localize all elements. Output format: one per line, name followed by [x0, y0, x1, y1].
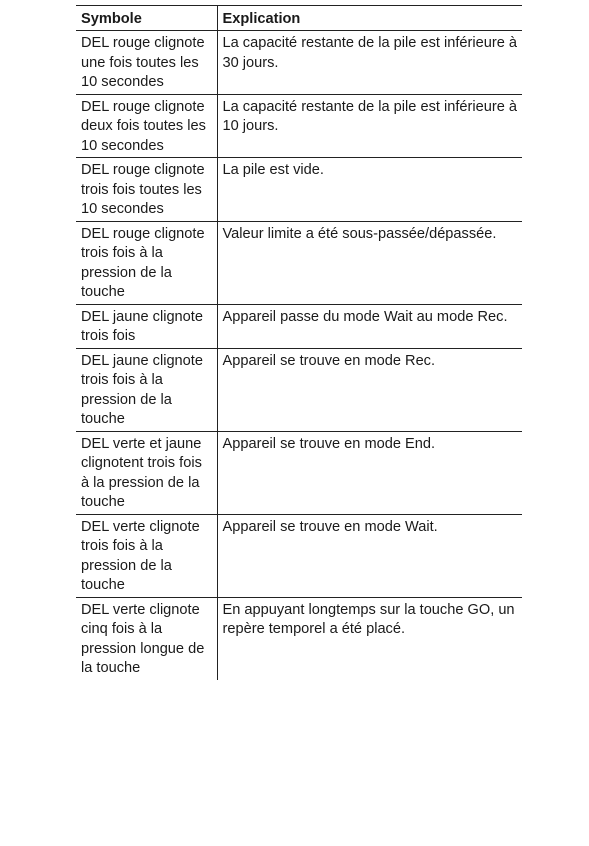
table-row [76, 158, 522, 222]
table-row [76, 431, 522, 514]
table-row [76, 304, 522, 348]
explication-cell: Appareil se trouve en mode End. [217, 431, 522, 514]
symbole-cell: DEL rouge clignote deux fois toutes les 10 secondes [76, 94, 217, 158]
symbole-cell: DEL verte et jaune clignotent trois fois à la pression de la touche [76, 431, 217, 514]
explication-cell: La pile est vide. [217, 158, 522, 222]
explication-cell: Appareil passe du mode Wait au mode Rec. [217, 304, 522, 348]
explication-cell: Appareil se trouve en mode Rec. [217, 348, 522, 431]
header-explication: Explication [217, 6, 522, 31]
symbole-cell: DEL rouge clignote trois fois à la pression de la touche [76, 221, 217, 304]
table-row [76, 348, 522, 431]
explication-cell: La capacité restante de la pile est inférieure à 10 jours. [217, 94, 522, 158]
header-symbole: Symbole [76, 6, 217, 31]
explication-cell: La capacité restante de la pile est inférieure à 30 jours. [217, 31, 522, 95]
table-row [76, 514, 522, 597]
symbole-cell: DEL jaune clignote trois fois [76, 304, 217, 348]
table-row [76, 221, 522, 304]
symbole-cell: DEL verte clignote cinq fois à la pression longue de la touche [81, 601, 205, 676]
table-row [76, 597, 522, 680]
symbole-cell: DEL jaune clignote trois fois à la pression de la touche [76, 348, 217, 431]
explication-cell: Appareil se trouve en mode Wait. [217, 514, 522, 597]
symbole-cell: DEL rouge clignote trois fois toutes les 10 secondes [76, 158, 217, 222]
led-signal-table [76, 5, 522, 680]
symbole-cell: DEL verte clignote trois fois à la pression de la touche [76, 514, 217, 597]
symbole-cell: DEL rouge clignote une fois toutes les 10 secondes [76, 31, 217, 95]
explication-cell: Valeur limite a été sous-passée/dépassée. [217, 221, 522, 304]
table-header-row [76, 6, 522, 31]
table-row [76, 94, 522, 158]
table-row [76, 31, 522, 95]
explication-cell: En appuyant longtemps sur la touche GO, un repère temporel a été placé. [217, 597, 522, 680]
